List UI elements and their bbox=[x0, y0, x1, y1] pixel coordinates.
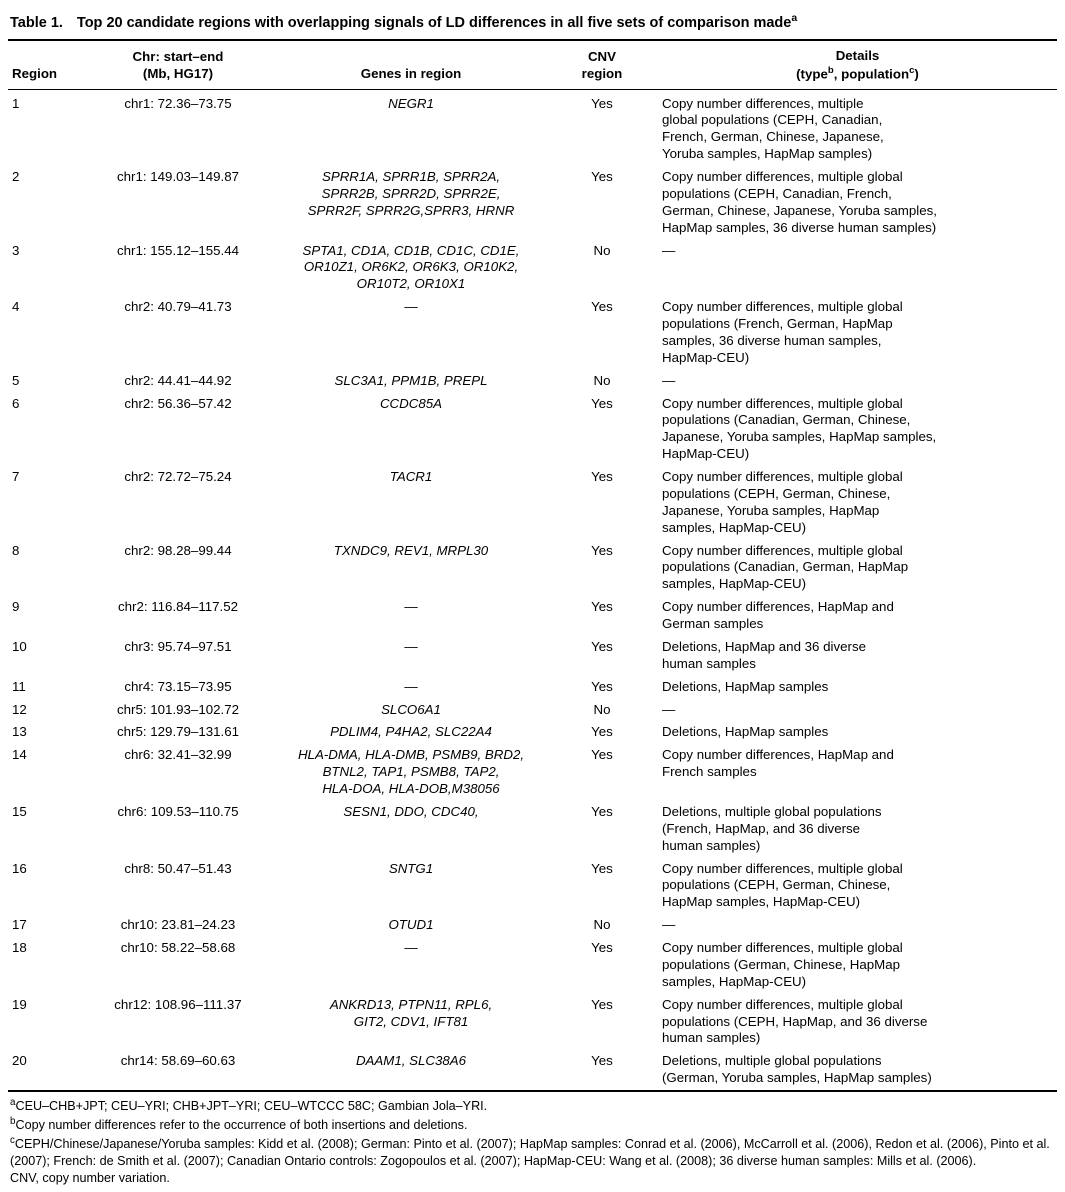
cell-region: 3 bbox=[12, 242, 20, 258]
cell-chr-range: chr8: 50.47–51.43 bbox=[124, 860, 232, 876]
details-line: — bbox=[662, 242, 676, 258]
footnote-c-text: CEPH/Chinese/Japanese/Yoruba samples: Kidd et al. (2008); German: Pinto et al. (2007); HapMap samples: Conrad et al. (2006), McCarroll et al. (2006), Redon et al. (2006), Pinto et al. (2007); French: de Smith et al. (2007); Canadian Ontario controls: Zogopoulos et al. (2007); HapMap-CEU: Wang et al. (2008); 36 diverse human samples: Mills et al. (2006). bbox=[10, 1137, 1050, 1168]
footnote-a-text: CEU–CHB+JPT; CEU–YRI; CHB+JPT–YRI; CEU–WTCCC 58C; Gambian Jola–YRI. bbox=[15, 1099, 488, 1114]
footnote-b bbox=[10, 1115, 1055, 1134]
table-row bbox=[8, 858, 1057, 915]
cell-region: 8 bbox=[12, 542, 20, 558]
gene-line: DAAM1, SLC38A6 bbox=[355, 1053, 467, 1069]
cell-region: 6 bbox=[12, 395, 20, 411]
gene-line: — bbox=[404, 299, 418, 315]
gene-line: — bbox=[404, 638, 418, 654]
details-line: global populations (CEPH, Canadian, bbox=[662, 112, 883, 128]
details-line: Japanese, Yoruba samples, HapMap bbox=[662, 502, 880, 518]
cell-region: 15 bbox=[12, 803, 27, 819]
gene-line: ANKRD13, PTPN11, RPL6, bbox=[329, 996, 493, 1012]
cell-cnv-region: Yes bbox=[591, 860, 613, 876]
details-line: — bbox=[662, 372, 676, 388]
details-line: HapMap samples, HapMap-CEU) bbox=[662, 894, 861, 910]
details-footnote-marker-b: b bbox=[827, 64, 834, 76]
details-line: Copy number differences, HapMap and bbox=[662, 599, 894, 615]
cell-genes bbox=[276, 93, 546, 167]
cell-genes bbox=[276, 721, 546, 744]
table-row bbox=[8, 1050, 1057, 1090]
details-footnote-marker-c: c bbox=[909, 64, 915, 76]
details-line: samples, HapMap-CEU) bbox=[662, 973, 807, 989]
footnote-c bbox=[10, 1134, 1055, 1170]
footnote-a bbox=[10, 1096, 1055, 1115]
cell-details bbox=[658, 596, 1057, 636]
details-line: populations (German, Chinese, HapMap bbox=[662, 956, 900, 972]
cell-region: 10 bbox=[12, 638, 27, 654]
cell-region: 20 bbox=[12, 1053, 27, 1069]
cell-cnv-region: Yes bbox=[591, 299, 613, 315]
gene-line: — bbox=[404, 678, 418, 694]
cell-cnv-region: Yes bbox=[591, 169, 613, 185]
cell-genes bbox=[276, 636, 546, 676]
candidate-regions-body bbox=[8, 93, 1057, 1091]
cell-chr-range: chr2: 72.72–75.24 bbox=[124, 469, 232, 485]
cell-genes bbox=[276, 1050, 546, 1090]
gene-line: HLA-DOA, HLA-DOB,M38056 bbox=[322, 781, 500, 797]
details-line: Copy number differences, HapMap and bbox=[662, 747, 894, 763]
details-line: HapMap-CEU) bbox=[662, 349, 750, 365]
cell-region: 17 bbox=[12, 917, 27, 933]
cell-region: 13 bbox=[12, 724, 27, 740]
cell-genes bbox=[276, 166, 546, 240]
gene-line: HLA-DMA, HLA-DMB, PSMB9, BRD2, bbox=[297, 747, 525, 763]
cell-cnv-region: Yes bbox=[591, 395, 613, 411]
cell-details bbox=[658, 240, 1057, 297]
details-line: Japanese, Yoruba samples, HapMap samples, bbox=[662, 429, 937, 445]
table-header-row bbox=[8, 41, 1057, 89]
details-line: populations (CEPH, HapMap, and 36 diverse bbox=[662, 1013, 928, 1029]
details-line: HapMap samples, 36 diverse human samples) bbox=[662, 219, 937, 235]
footnote-abbreviations: CNV, copy number variation. bbox=[10, 1170, 170, 1185]
cell-genes bbox=[276, 676, 546, 699]
gene-line: TACR1 bbox=[389, 469, 433, 485]
cell-chr-range: chr5: 129.79–131.61 bbox=[117, 724, 239, 740]
table-number: Table 1. bbox=[10, 14, 63, 31]
cell-region: 2 bbox=[12, 169, 20, 185]
details-line: human samples bbox=[662, 655, 756, 671]
details-line: Copy number differences, multiple global bbox=[662, 395, 903, 411]
table-row bbox=[8, 240, 1057, 297]
cell-genes bbox=[276, 801, 546, 858]
cell-genes bbox=[276, 296, 546, 370]
gene-line: CCDC85A bbox=[379, 395, 443, 411]
cell-details bbox=[658, 914, 1057, 937]
details-line: Copy number differences, multiple global bbox=[662, 940, 903, 956]
cell-chr-range: chr2: 40.79–41.73 bbox=[124, 299, 232, 315]
details-line: human samples) bbox=[662, 1030, 761, 1046]
details-line: populations (French, German, HapMap bbox=[662, 316, 893, 332]
cell-cnv-region: Yes bbox=[591, 469, 613, 485]
cell-cnv-region: Yes bbox=[591, 996, 613, 1012]
cell-details bbox=[658, 393, 1057, 467]
cell-chr-range: chr1: 72.36–73.75 bbox=[124, 95, 232, 111]
details-line: human samples) bbox=[662, 837, 761, 853]
cell-cnv-region: No bbox=[593, 917, 611, 933]
cell-genes bbox=[276, 937, 546, 994]
cell-chr-range: chr10: 23.81–24.23 bbox=[120, 917, 236, 933]
cell-cnv-region: No bbox=[593, 372, 611, 388]
cell-genes bbox=[276, 858, 546, 915]
details-type-label: (type bbox=[796, 65, 828, 81]
cell-details bbox=[658, 744, 1057, 801]
details-line: Copy number differences, multiple global bbox=[662, 169, 903, 185]
cell-region: 18 bbox=[12, 940, 27, 956]
column-header-cnv-line2: region bbox=[581, 65, 623, 81]
cell-chr-range: chr2: 116.84–117.52 bbox=[117, 599, 239, 615]
candidate-regions-table bbox=[8, 41, 1057, 89]
gene-line: NEGR1 bbox=[388, 95, 434, 111]
cell-region: 9 bbox=[12, 599, 20, 615]
cell-details bbox=[658, 937, 1057, 994]
details-line: (French, HapMap, and 36 diverse bbox=[662, 820, 861, 836]
table-row bbox=[8, 721, 1057, 744]
gene-line: SESN1, DDO, CDC40, bbox=[343, 803, 479, 819]
details-line: Deletions, HapMap and 36 diverse bbox=[662, 638, 867, 654]
details-line: samples, HapMap-CEU) bbox=[662, 519, 807, 535]
cell-region: 1 bbox=[12, 95, 20, 111]
details-line: populations (Canadian, German, HapMap bbox=[662, 559, 909, 575]
cell-genes bbox=[276, 994, 546, 1051]
column-header-cnv-line1: CNV bbox=[587, 49, 617, 65]
gene-line: SPTA1, CD1A, CD1B, CD1C, CD1E, bbox=[302, 242, 520, 258]
cell-genes bbox=[276, 596, 546, 636]
cell-genes bbox=[276, 466, 546, 540]
cell-genes bbox=[276, 393, 546, 467]
cell-details bbox=[658, 466, 1057, 540]
details-line: — bbox=[662, 917, 676, 933]
cell-cnv-region: No bbox=[593, 701, 611, 717]
column-header-details-line1: Details bbox=[835, 47, 880, 63]
cell-details bbox=[658, 721, 1057, 744]
cell-genes bbox=[276, 744, 546, 801]
cell-region: 14 bbox=[12, 747, 27, 763]
gene-line: — bbox=[404, 599, 418, 615]
cell-details bbox=[658, 636, 1057, 676]
cell-cnv-region: Yes bbox=[591, 95, 613, 111]
table-row bbox=[8, 596, 1057, 636]
table-row bbox=[8, 744, 1057, 801]
cell-details bbox=[658, 296, 1057, 370]
gene-line: OR10Z1, OR6K2, OR6K3, OR10K2, bbox=[303, 259, 519, 275]
column-header-genes: Genes in region bbox=[360, 65, 462, 81]
details-close-paren: ) bbox=[914, 65, 919, 81]
table-row bbox=[8, 166, 1057, 240]
gene-line: SPRR1A, SPRR1B, SPRR2A, bbox=[321, 169, 501, 185]
details-line: populations (Canadian, German, Chinese, bbox=[662, 412, 911, 428]
cell-details bbox=[658, 166, 1057, 240]
cell-region: 7 bbox=[12, 469, 20, 485]
details-line: Yoruba samples, HapMap samples) bbox=[662, 146, 873, 162]
details-line: — bbox=[662, 701, 676, 717]
column-header-details-line2 bbox=[662, 65, 1053, 83]
column-header-chr-line1: Chr: start–end bbox=[132, 49, 224, 65]
gene-line: GIT2, CDV1, IFT81 bbox=[353, 1013, 469, 1029]
gene-line: BTNL2, TAP1, PSMB8, TAP2, bbox=[322, 764, 500, 780]
footnote-b-text: Copy number differences refer to the occurrence of both insertions and deletions. bbox=[15, 1118, 468, 1133]
cell-genes bbox=[276, 914, 546, 937]
cell-genes bbox=[276, 540, 546, 597]
details-line: samples, 36 diverse human samples, bbox=[662, 332, 882, 348]
column-header-cnv bbox=[546, 41, 658, 89]
cell-chr-range: chr2: 44.41–44.92 bbox=[124, 372, 232, 388]
cell-region: 16 bbox=[12, 860, 27, 876]
details-line: (German, Yoruba samples, HapMap samples) bbox=[662, 1070, 932, 1086]
table-body bbox=[8, 93, 1057, 1091]
cell-region: 11 bbox=[12, 678, 26, 694]
gene-line: SNTG1 bbox=[388, 860, 434, 876]
table-row bbox=[8, 994, 1057, 1051]
gene-line: OR10T2, OR10X1 bbox=[356, 276, 466, 292]
table-row bbox=[8, 937, 1057, 994]
cell-chr-range: chr5: 101.93–102.72 bbox=[117, 701, 239, 717]
footnote-b-marker: b bbox=[10, 1116, 16, 1128]
details-line: Deletions, HapMap samples bbox=[662, 678, 829, 694]
table-row bbox=[8, 466, 1057, 540]
table-row bbox=[8, 801, 1057, 858]
details-line: Copy number differences, multiple bbox=[662, 95, 864, 111]
footnote-a-marker: a bbox=[10, 1097, 16, 1109]
cell-cnv-region: Yes bbox=[591, 542, 613, 558]
cell-region: 12 bbox=[12, 701, 27, 717]
cell-cnv-region: Yes bbox=[591, 599, 613, 615]
cell-cnv-region: Yes bbox=[591, 638, 613, 654]
table-row bbox=[8, 914, 1057, 937]
gene-line: SPRR2B, SPRR2D, SPRR2E, bbox=[321, 185, 501, 201]
cell-chr-range: chr3: 95.74–97.51 bbox=[124, 638, 232, 654]
cell-details bbox=[658, 994, 1057, 1051]
gene-line: SPRR2F, SPRR2G,SPRR3, HRNR bbox=[307, 202, 515, 218]
cell-details bbox=[658, 858, 1057, 915]
cell-details bbox=[658, 699, 1057, 722]
cell-chr-range: chr6: 109.53–110.75 bbox=[117, 803, 239, 819]
details-line: French samples bbox=[662, 764, 757, 780]
details-population-label: , population bbox=[833, 65, 910, 81]
footnote-c-marker: c bbox=[10, 1134, 15, 1146]
details-line: Deletions, HapMap samples bbox=[662, 724, 829, 740]
details-line: Copy number differences, multiple global bbox=[662, 996, 903, 1012]
caption-footnote-marker: a bbox=[791, 13, 798, 24]
cell-region: 4 bbox=[12, 299, 20, 315]
cell-chr-range: chr2: 56.36–57.42 bbox=[124, 395, 232, 411]
details-line: French, German, Chinese, Japanese, bbox=[662, 129, 884, 145]
cell-chr-range: chr10: 58.22–58.68 bbox=[120, 940, 236, 956]
details-line: Copy number differences, multiple global bbox=[662, 469, 903, 485]
cell-chr-range: chr1: 155.12–155.44 bbox=[117, 242, 239, 258]
table-row bbox=[8, 636, 1057, 676]
cell-genes bbox=[276, 370, 546, 393]
cell-cnv-region: Yes bbox=[591, 678, 613, 694]
cell-details bbox=[658, 676, 1057, 699]
details-line: Copy number differences, multiple global bbox=[662, 542, 903, 558]
table-row bbox=[8, 540, 1057, 597]
gene-line: OTUD1 bbox=[388, 917, 434, 933]
cell-cnv-region: Yes bbox=[591, 724, 613, 740]
gene-line: TXNDC9, REV1, MRPL30 bbox=[333, 542, 489, 558]
table-row bbox=[8, 296, 1057, 370]
cell-chr-range: chr12: 108.96–111.37 bbox=[114, 996, 242, 1012]
cell-chr-range: chr1: 149.03–149.87 bbox=[117, 169, 239, 185]
gene-line: SLCO6A1 bbox=[381, 701, 441, 717]
gene-line: — bbox=[404, 940, 418, 956]
cell-cnv-region: Yes bbox=[591, 1053, 613, 1069]
details-line: German, Chinese, Japanese, Yoruba samples, bbox=[662, 202, 937, 218]
cell-chr-range: chr14: 58.69–60.63 bbox=[120, 1053, 236, 1069]
cell-details bbox=[658, 540, 1057, 597]
cell-details bbox=[658, 801, 1057, 858]
column-header-details bbox=[658, 41, 1057, 89]
details-line: Deletions, multiple global populations bbox=[662, 803, 882, 819]
details-line: samples, HapMap-CEU) bbox=[662, 576, 807, 592]
cell-chr-range: chr6: 32.41–32.99 bbox=[124, 747, 232, 763]
cell-genes bbox=[276, 240, 546, 297]
gene-line: SLC3A1, PPM1B, PREPL bbox=[334, 372, 488, 388]
table-row bbox=[8, 370, 1057, 393]
details-line: Copy number differences, multiple global bbox=[662, 860, 903, 876]
table-row bbox=[8, 699, 1057, 722]
details-line: populations (CEPH, German, Chinese, bbox=[662, 877, 891, 893]
details-line: German samples bbox=[662, 616, 764, 632]
details-line: populations (CEPH, Canadian, French, bbox=[662, 185, 892, 201]
column-header-chr bbox=[80, 41, 276, 89]
table-footnotes bbox=[8, 1092, 1057, 1186]
table-row bbox=[8, 93, 1057, 167]
details-line: Deletions, multiple global populations bbox=[662, 1053, 882, 1069]
cell-region: 5 bbox=[12, 372, 20, 388]
cell-chr-range: chr4: 73.15–73.95 bbox=[124, 678, 232, 694]
cell-cnv-region: Yes bbox=[591, 747, 613, 763]
cell-genes bbox=[276, 699, 546, 722]
table-row bbox=[8, 393, 1057, 467]
cell-details bbox=[658, 370, 1057, 393]
details-line: populations (CEPH, German, Chinese, bbox=[662, 485, 891, 501]
gene-line: PDLIM4, P4HA2, SLC22A4 bbox=[330, 724, 492, 740]
cell-details bbox=[658, 1050, 1057, 1090]
details-line: HapMap-CEU) bbox=[662, 446, 750, 462]
cell-cnv-region: Yes bbox=[591, 940, 613, 956]
column-header-chr-line2: (Mb, HG17) bbox=[142, 65, 214, 81]
cell-region: 19 bbox=[12, 996, 27, 1012]
cell-cnv-region: No bbox=[593, 242, 611, 258]
table-row bbox=[8, 676, 1057, 699]
table-caption bbox=[8, 10, 1057, 39]
cell-chr-range: chr2: 98.28–99.44 bbox=[124, 542, 232, 558]
table-caption-text: Top 20 candidate regions with overlapping signals of LD differences in all five sets of comparison made bbox=[76, 14, 792, 31]
cell-cnv-region: Yes bbox=[591, 803, 613, 819]
column-header-region: Region bbox=[12, 65, 58, 81]
details-line: Copy number differences, multiple global bbox=[662, 299, 903, 315]
cell-details bbox=[658, 93, 1057, 167]
